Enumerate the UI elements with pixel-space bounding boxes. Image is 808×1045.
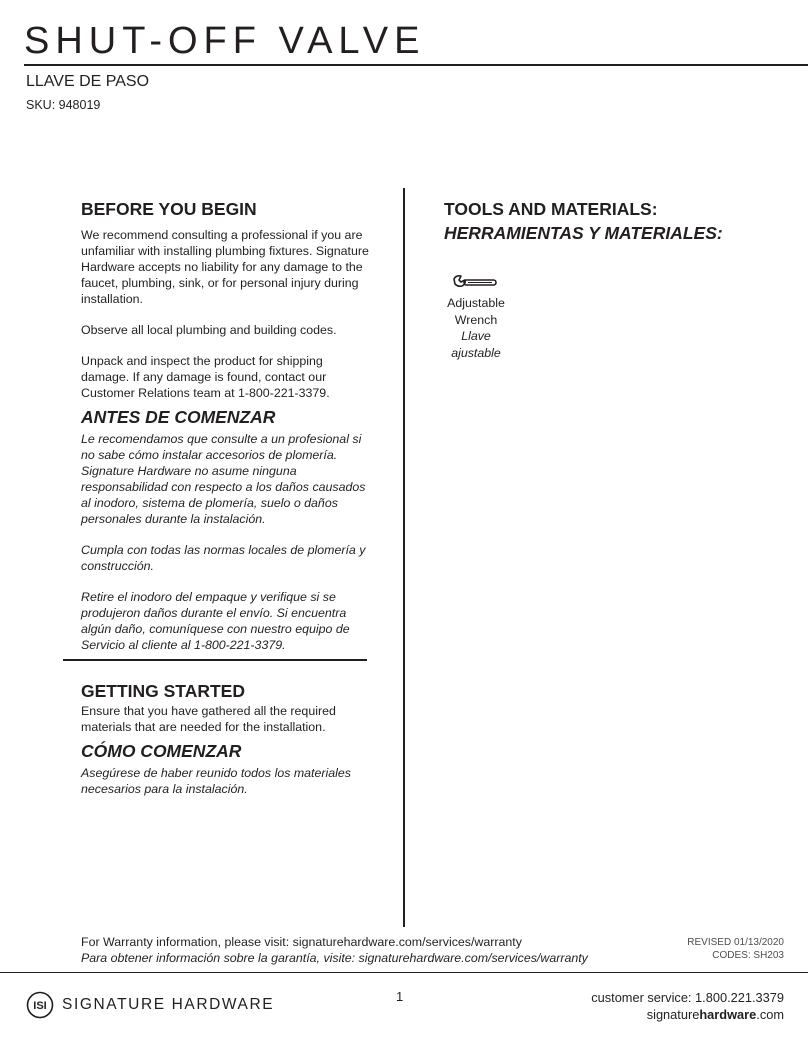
antes-de-comenzar-section [81,406,371,653]
footer-rule [0,972,808,973]
tool-label-en-1: Adjustable [447,296,505,310]
antes-paragraph-1: Le recomendamos que consulte a un profesional si no sabe cómo instalar accesorios de plomería. Signature Hardware no asume ninguna responsabilidad con respecto a los daños causados al inodoro, sistema de plomería, suelo o daños personales durante la instalación. [81,432,366,526]
getting-started-paragraph: Ensure that you have gathered all the required materials that are needed for the installation. [81,704,336,734]
getting-started-section [81,680,371,735]
como-comenzar-paragraph: Asegúrese de haber reunido todos los materiales necesarios para la instalación. [81,766,352,796]
brand-name: SIGNATURE HARDWARE [62,996,275,1013]
tool-label-es-2: ajustable [451,345,501,360]
revision-info [687,936,784,962]
antes-paragraph-3: Retire el inodoro del empaque y verifique si se produjeron daños durante el envío. Si encuentra algún daño, comuníquese con nuestro equipo de Servicio al cliente al 1-800-221-3379. [81,590,350,652]
tool-label-en-2: Wrench [454,312,498,327]
revised-date: REVISED 01/13/2020 [687,937,784,948]
left-column [81,198,371,797]
before-paragraph-2: Observe all local plumbing and building codes. [81,323,337,337]
column-divider [403,188,405,927]
warranty-es: Para obtener información sobre la garantía, visite: signaturehardware.com/services/warranty [81,951,588,965]
page-number: 1 [396,989,404,1004]
website-prefix: signature [646,1007,700,1022]
tool-label-es-1: Llave [461,329,491,343]
title-rule [24,64,808,66]
sku-label: SKU: 948019 [26,98,101,112]
right-column [444,198,784,244]
before-paragraph-1: We recommend consulting a professional if you are unfamiliar with installing plumbing fixtures. Signature Hardware accepts no liability for any damage to the faucet, plumbing, sink, or for personal injury during installation. [81,228,369,306]
website-link[interactable] [591,1006,784,1023]
warranty-en: For Warranty information, please visit: signaturehardware.com/services/warranty [81,935,522,949]
brand-logo [26,991,274,1019]
page-subtitle: LLAVE DE PASO [26,73,150,90]
before-you-begin-heading: BEFORE YOU BEGIN [81,199,257,219]
contact-info [591,989,784,1023]
tools-heading: TOOLS AND MATERIALS: [444,199,658,219]
wrench-icon [452,273,500,293]
signature-hardware-logo-icon [26,991,54,1019]
website-suffix: .com [756,1007,784,1022]
customer-service: customer service: 1.800.221.3379 [591,990,784,1005]
tool-item-adjustable-wrench [440,273,512,361]
before-paragraph-3: Unpack and inspect the product for shipping damage. If any damage is found, contact our Customer Relations team at 1-800-221-3379. [81,354,330,400]
antes-de-comenzar-heading: ANTES DE COMENZAR [81,407,276,427]
codes-label: CODES: SH203 [712,950,784,961]
como-comenzar-heading: CÓMO COMENZAR [81,741,242,761]
antes-paragraph-2: Cumpla con todas las normas locales de plomería y construcción. [81,543,366,573]
warranty-info [81,934,601,966]
getting-started-heading: GETTING STARTED [81,681,245,701]
page-title: SHUT-OFF VALVE [24,20,426,62]
logo-mark-text: ISI [33,1000,47,1012]
tools-heading-es: HERRAMIENTAS Y MATERIALES: [444,223,723,243]
before-you-begin-section [81,198,371,401]
website-bold: hardware [699,1007,757,1022]
como-comenzar-section [81,740,371,797]
